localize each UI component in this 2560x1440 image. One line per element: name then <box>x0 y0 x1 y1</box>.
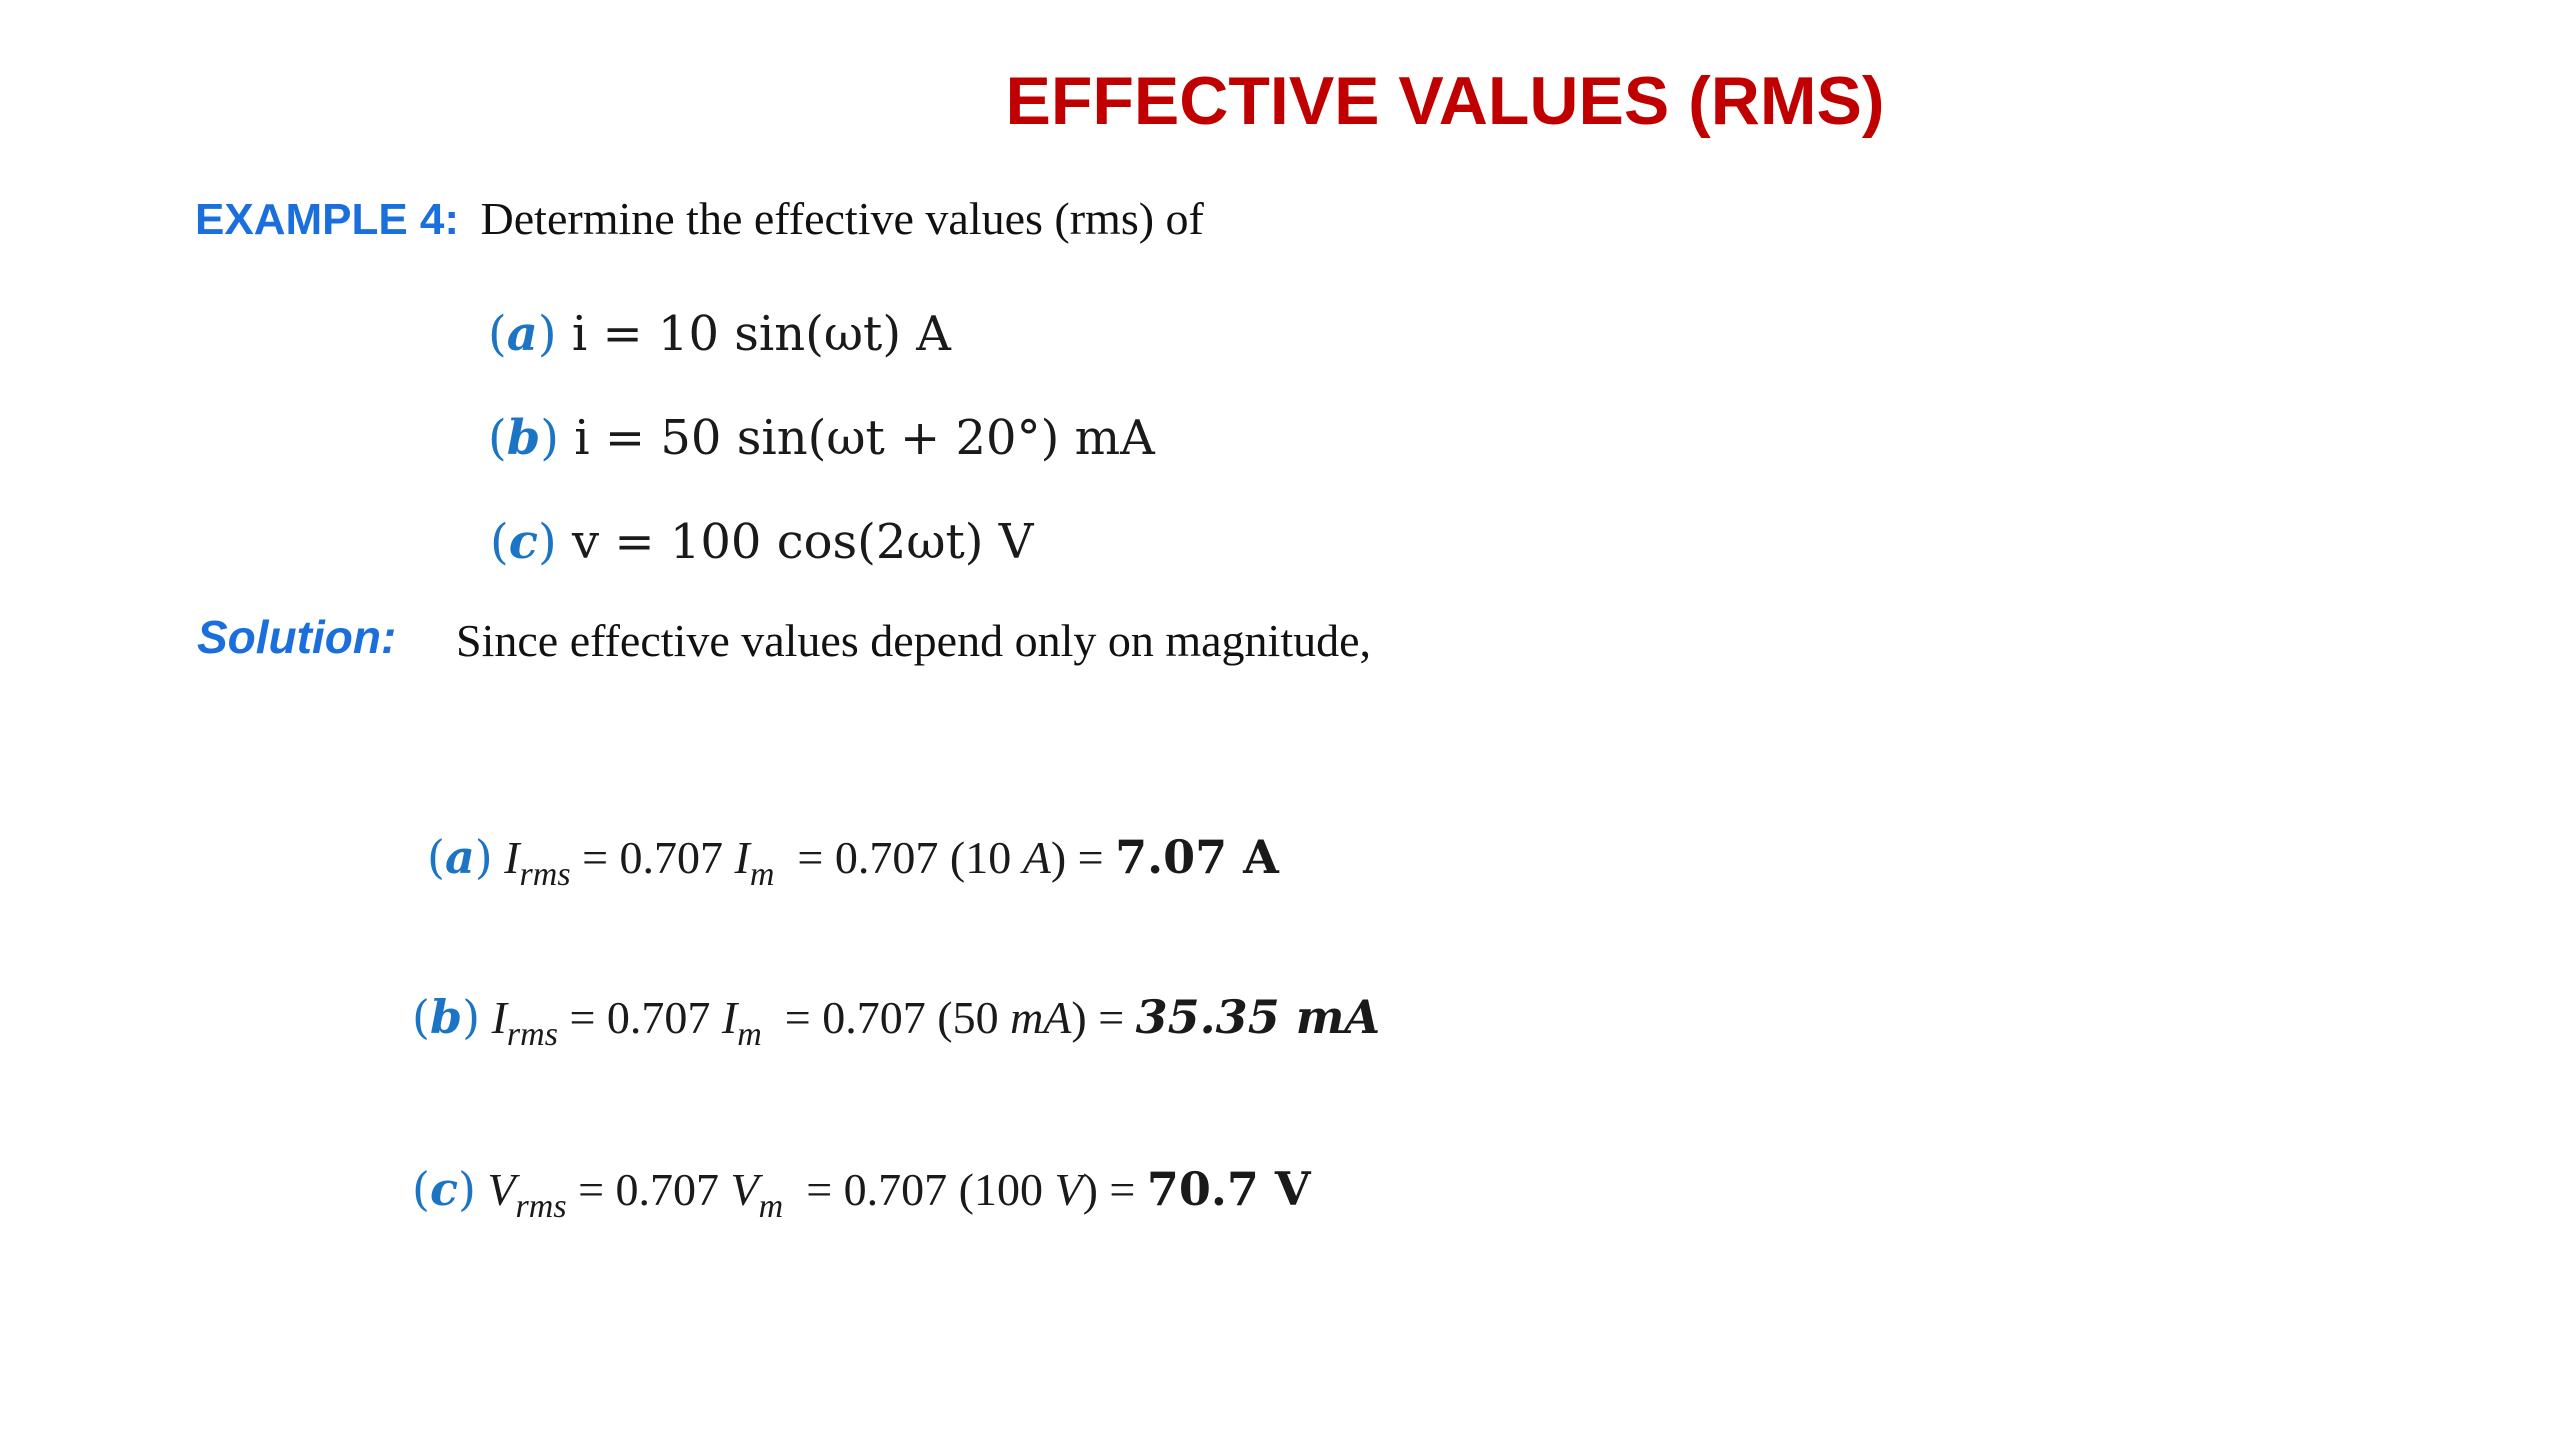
problem-b-tag: (b) <box>488 410 560 466</box>
answer-a-symbol: I <box>504 832 520 883</box>
answer-c-symbol: V <box>487 1164 516 1215</box>
answer-b-peak-unit: mA <box>1010 992 1072 1043</box>
problem-c-tag: (c) <box>490 514 557 570</box>
answer-b-subscript: rms <box>506 1016 558 1053</box>
answer-a-peak-subscript: m <box>749 856 775 893</box>
problem-b-expression: i = 50 sin(ωt + 20°) mA <box>574 410 1155 466</box>
answer-b-peak-symbol: I <box>721 992 738 1043</box>
answer-c-peak-symbol: V <box>730 1164 759 1215</box>
answer-c-peak-value: 100 <box>973 1164 1043 1215</box>
answer-a-peak-value: 10 <box>965 832 1012 883</box>
answer-b: (b) $I_{rms} = 0.707$ $I_m = 0.707$ (50 mA) = 35.35 mA <box>412 990 1381 1053</box>
answer-b-coefficient: 0.707 <box>606 992 711 1043</box>
answer-c-coefficient: 0.707 <box>615 1164 720 1215</box>
answer-b-result: 35.35 mA <box>1135 990 1381 1044</box>
problem-b <box>488 410 1155 466</box>
example-text: Determine the effective values (rms) of <box>480 193 1204 244</box>
answer-a-subscript: rms <box>519 856 571 893</box>
answer-a-result: 7.07 A <box>1115 830 1279 884</box>
answer-a-peak-unit: A <box>1022 832 1051 883</box>
answer-c-tag: (c) <box>412 1162 476 1216</box>
answer-b-tag: (b) <box>412 990 481 1044</box>
answer-b-peak-value: 50 <box>952 992 999 1043</box>
slide-title: EFFECTIVE VALUES (RMS) <box>1005 63 1885 139</box>
solution-label: Solution: <box>197 611 397 663</box>
problem-c-expression: v = 100 cos(2ωt) V <box>571 514 1034 570</box>
answer-a-tag: (a) <box>427 830 493 884</box>
problem-c <box>490 514 1033 570</box>
answer-a: (a) $I_{rms} = 0.707$ $I_m = 0.707$ (10 A) = 7.07 A <box>427 830 1279 893</box>
answer-b-peak-subscript: m <box>737 1016 762 1053</box>
answer-c-peak-unit: V <box>1054 1164 1083 1215</box>
problem-a-tag: (a) <box>488 306 557 362</box>
answer-c-subscript: rms <box>515 1188 567 1225</box>
example-label: EXAMPLE 4: <box>195 195 460 244</box>
answer-b-coefficient-2: 0.707 <box>822 992 926 1043</box>
answer-b-symbol: I <box>491 992 507 1043</box>
answer-c-result: 70.7 V <box>1146 1162 1311 1216</box>
example-statement <box>195 192 1204 245</box>
answer-a-coefficient-2: 0.707 <box>834 832 939 883</box>
answer-a-peak-symbol: I <box>734 832 750 883</box>
answer-c-coefficient-2: 0.707 <box>843 1164 948 1215</box>
solution-text: Since effective values depend only on magnitude, <box>456 615 1372 666</box>
problem-a <box>488 306 951 362</box>
answer-c-peak-subscript: m <box>758 1188 784 1225</box>
answer-a-coefficient: 0.707 <box>619 832 724 883</box>
problem-a-expression: i = 10 sin(ωt) A <box>571 306 951 362</box>
answer-c: (c) $V_{rms} = 0.707$ $V_m = 0.707$ (100 V) = 70.7 V <box>412 1162 1311 1225</box>
